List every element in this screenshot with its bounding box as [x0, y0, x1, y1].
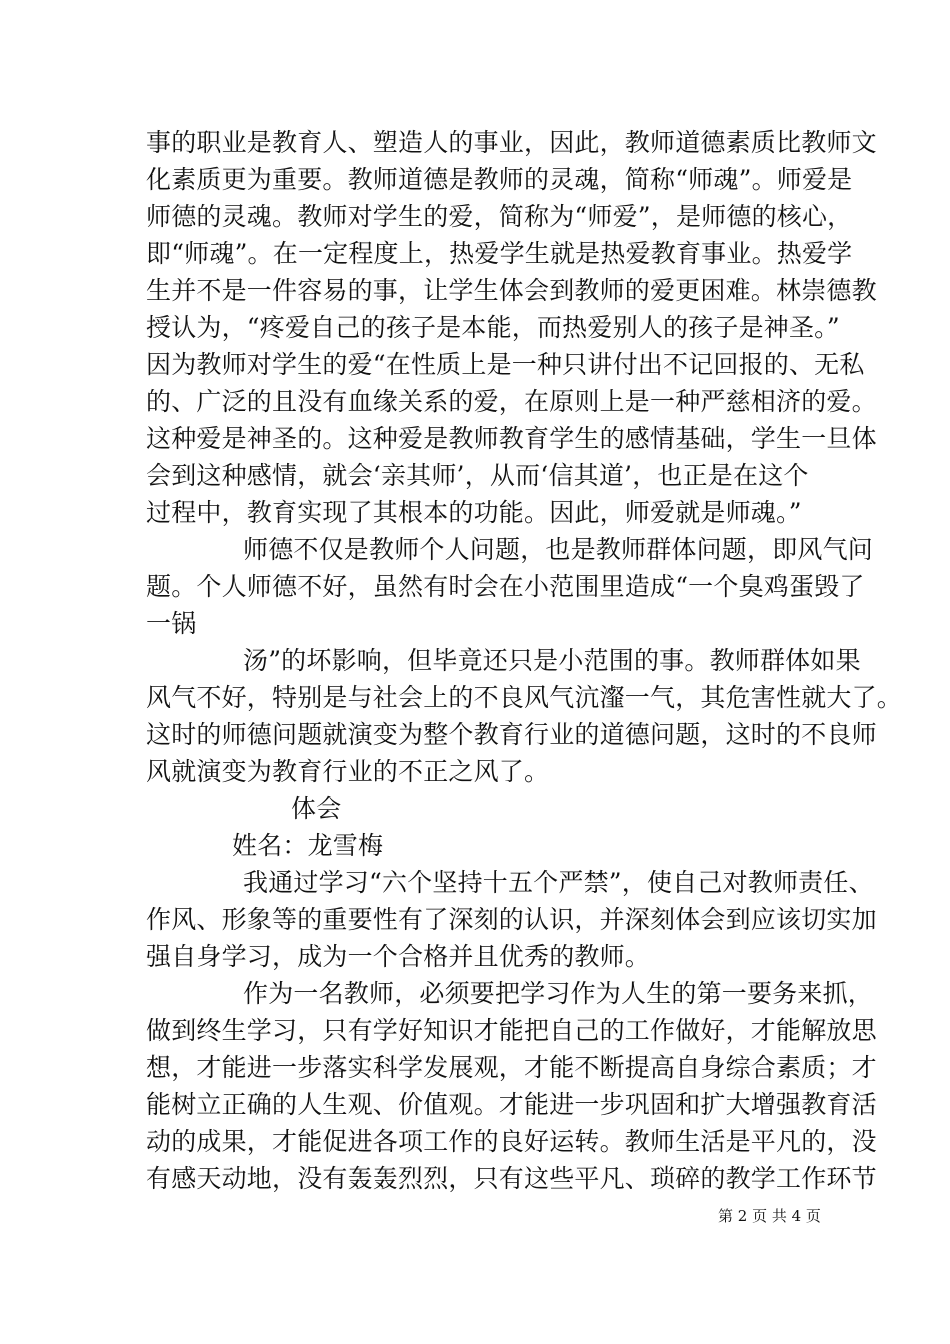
text-line: 化素质更为重要。教师道德是教师的灵魂，简称“师魂”。师爱是 — [146, 165, 853, 194]
paragraph-first-line: 我通过学习“六个坚持十五个严禁”，使自己对教师责任、 — [243, 868, 874, 897]
text-line: 强自身学习，成为一个合格并且优秀的教师。 — [146, 942, 651, 971]
text-line: 即“师魂”。在一定程度上，热爱学生就是热爱教育事业。热爱学 — [146, 239, 853, 268]
text-line: 过程中，教育实现了其根本的功能。因此，师爱就是师魂。” — [146, 498, 802, 527]
text-line: 作风、形象等的重要性有了深刻的认识，并深刻体会到应该切实加 — [146, 905, 877, 934]
text-line: 动的成果，才能促进各项工作的良好运转。教师生活是平凡的，没 — [146, 1127, 877, 1156]
text-line: 生并不是一件容易的事，让学生体会到教师的爱更困难。林崇德教 — [146, 276, 877, 305]
text-line: 事的职业是教育人、塑造人的事业，因此，教师道德素质比教师文 — [146, 128, 877, 157]
paragraph-first-line: 师德不仅是教师个人问题，也是教师群体问题，即风气问 — [243, 535, 874, 564]
author-name: 姓名：龙雪梅 — [232, 831, 384, 860]
text-line: 会到这种感情，就会‘亲其师’，从而‘信其道’，也正是在这个 — [146, 461, 809, 490]
text-line: 这种爱是神圣的。这种爱是教师教育学生的感情基础，学生一旦体 — [146, 424, 877, 453]
page-number-footer: 第 2 页 共 4 页 — [718, 1207, 821, 1225]
text-line: 的、广泛的且没有血缘关系的爱，在原则上是一种严慈相济的爱。 — [146, 387, 877, 416]
text-line: 能树立正确的人生观、价值观。才能进一步巩固和扩大增强教育活 — [146, 1090, 877, 1119]
text-line: 题。个人师德不好，虽然有时会在小范围里造成“一个臭鸡蛋毁了 — [146, 572, 865, 601]
text-line: 一锅 — [146, 609, 197, 638]
text-line: 有感天动地，没有轰轰烈烈，只有这些平凡、琐碎的教学工作环节 — [146, 1164, 877, 1193]
text-line: 风气不好，特别是与社会上的不良风气沆瀣一气，其危害性就大了。 — [146, 683, 903, 712]
text-line: 风就演变为教育行业的不正之风了。 — [146, 757, 550, 786]
paragraph-first-line: 汤”的坏影响，但毕竟还只是小范围的事。教师群体如果 — [243, 646, 861, 675]
text-line: 做到终生学习，只有学好知识才能把自己的工作做好，才能解放思 — [146, 1016, 877, 1045]
paragraph-first-line: 作为一名教师，必须要把学习作为人生的第一要务来抓， — [243, 979, 874, 1008]
text-line: 因为教师对学生的爱“在性质上是一种只讲付出不记回报的、无私 — [146, 350, 865, 379]
text-line: 授认为，“疼爱自己的孩子是本能，而热爱别人的孩子是神圣。” — [146, 313, 840, 342]
text-line: 想，才能进一步落实科学发展观，才能不断提高自身综合素质；才 — [146, 1053, 877, 1082]
section-title: 体会 — [291, 794, 342, 823]
text-line: 这时的师德问题就演变为整个教育行业的道德问题，这时的不良师 — [146, 720, 877, 749]
text-line: 师德的灵魂。教师对学生的爱，简称为“师爱”，是师德的核心， — [146, 202, 853, 231]
